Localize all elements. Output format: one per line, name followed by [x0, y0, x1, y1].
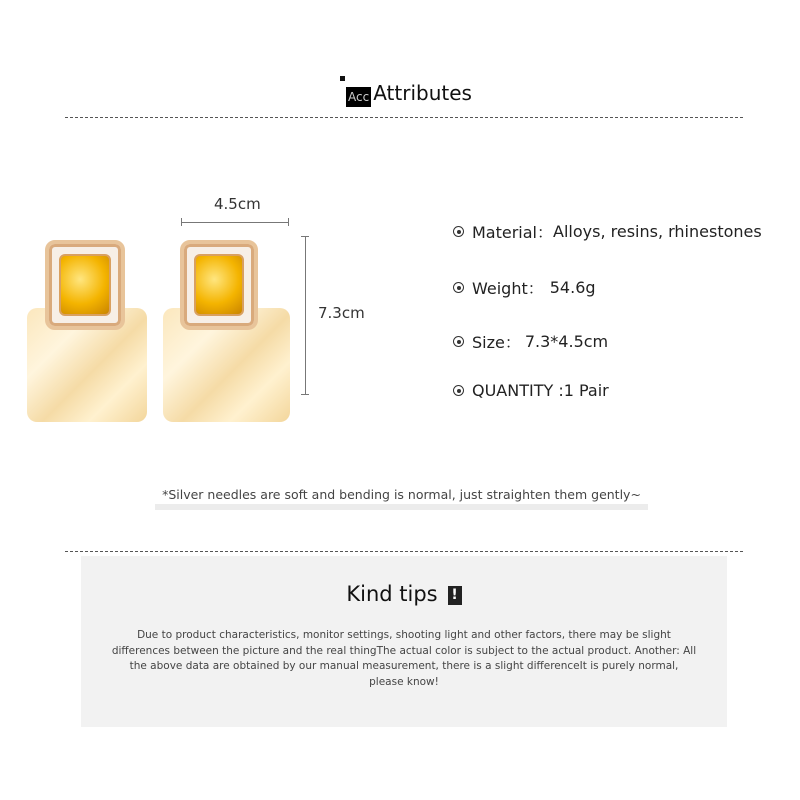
- section-title: [340, 80, 472, 106]
- title-dot: [340, 76, 345, 81]
- kind-tips-title: Kind tips: [346, 582, 438, 606]
- exclamation-icon: !: [448, 586, 462, 605]
- attr-label: QUANTITY :: [472, 381, 564, 400]
- kind-tips-text: Due to product characteristics, monitor settings, shooting light and other factors, there may be slight differences between the picture and the real thingThe actual color is subject to the actual product. Another: All the above data are obtained by our manual measurement, there is a slight differenceIt is purely normal, please know!: [111, 629, 697, 688]
- gem-icon: [59, 254, 111, 316]
- width-dimension-line: [181, 218, 289, 226]
- attribute-quantity: [453, 381, 609, 400]
- attr-label: Size：: [472, 333, 521, 352]
- divider: [65, 551, 743, 552]
- earring-right: [163, 240, 290, 422]
- gem-icon: [194, 254, 244, 316]
- bullet-icon: [453, 226, 464, 237]
- height-label: 7.3cm: [318, 304, 365, 322]
- silver-needle-note: *Silver needles are soft and bending is normal, just straighten them gently~: [155, 486, 648, 510]
- bullet-icon: [453, 336, 464, 347]
- bullet-icon: [453, 385, 464, 396]
- kind-tips-heading: [81, 582, 727, 606]
- height-dimension-line: [301, 236, 309, 395]
- attr-value: 54.6g: [549, 278, 596, 297]
- attribute-material: [453, 220, 762, 243]
- attr-label: Material：: [472, 223, 554, 242]
- attr-value: Alloys, resins, rhinestones: [553, 222, 762, 241]
- attr-label: Weight：: [472, 279, 544, 298]
- kind-tips-box: [81, 556, 727, 727]
- attribute-size: [453, 330, 608, 353]
- bullet-icon: [453, 282, 464, 293]
- width-label: 4.5cm: [214, 195, 261, 213]
- attribute-weight: [453, 276, 596, 299]
- attr-value: 1 Pair: [563, 381, 609, 400]
- divider: [65, 117, 743, 118]
- earring-left: [27, 240, 147, 422]
- attr-value: 7.3*4.5cm: [524, 332, 609, 351]
- title-text: Attributes: [373, 81, 472, 105]
- acc-label: Acc: [346, 87, 371, 107]
